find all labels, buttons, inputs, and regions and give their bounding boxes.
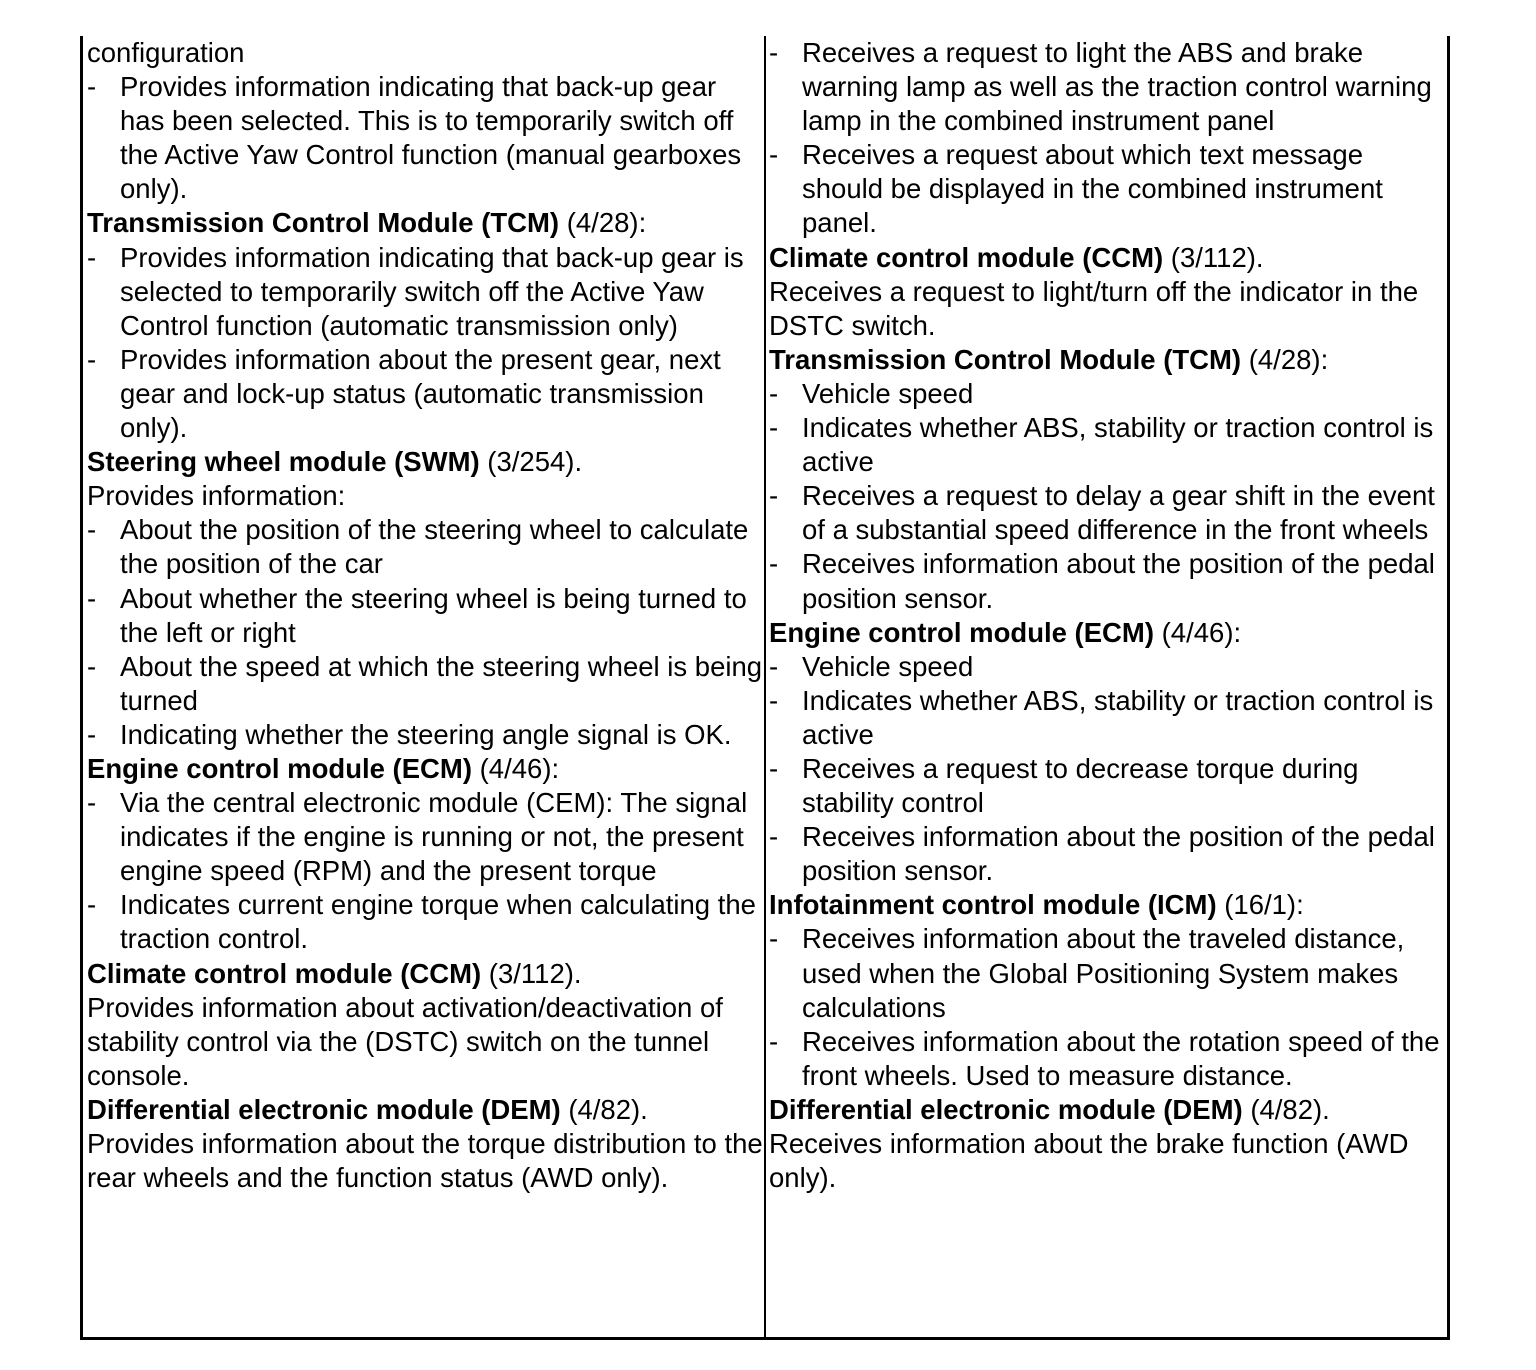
module-ref: (4/28):: [559, 207, 647, 239]
paragraph: Provides information about activation/deactivation of stability control via the (DSTC) switch on the tunnel console.: [87, 991, 723, 1091]
bullet-item: [769, 411, 1445, 479]
bullet-item: [769, 684, 1445, 752]
bullet-text: Provides information indicating that back-up gear has been selected. This is to temporarily switch off the Active Yaw Control function (manual gearboxes only).: [120, 71, 742, 205]
module-heading: [769, 343, 1445, 377]
bullet-text: About whether the steering wheel is being turned to the left or right: [120, 582, 747, 648]
paragraph: Provides information about the torque distribution to the rear wheels and the function status (AWD only).: [87, 1128, 763, 1194]
dash-bullet-icon: -: [769, 684, 779, 716]
bullet-item: [769, 922, 1445, 1024]
bullet-text: About the speed at which the steering wheel is being turned: [120, 650, 763, 716]
dash-bullet-icon: -: [769, 1025, 779, 1057]
module-name: Differential electronic module (DEM): [87, 1093, 561, 1125]
dash-bullet-icon: -: [769, 139, 779, 171]
bullet-text: Vehicle speed: [802, 377, 974, 409]
bullet-text: Receives information about the rotation speed of the front wheels. Used to measure distance.: [802, 1025, 1440, 1091]
bullet-text: Via the central electronic module (CEM): The signal indicates if the engine is running or not, the present engine speed (RPM) and the present torque: [120, 787, 748, 887]
bullet-item: [769, 36, 1445, 138]
bullet-text: About the position of the steering wheel to calculate the position of the car: [120, 514, 749, 580]
dash-bullet-icon: -: [769, 650, 779, 682]
right-column: [766, 36, 1447, 1337]
module-heading: [87, 445, 764, 479]
bullet-item: [769, 377, 1445, 411]
bullet-text: Receives a request to delay a gear shift in the event of a substantial speed difference in the front wheels: [802, 480, 1435, 546]
dash-bullet-icon: -: [769, 821, 779, 853]
bullet-item: [769, 650, 1445, 684]
module-ref: (3/254).: [479, 446, 583, 478]
paragraph: Receives information about the brake function (AWD only).: [769, 1128, 1409, 1194]
module-heading: [87, 206, 764, 240]
dash-bullet-icon: -: [769, 923, 779, 955]
module-heading: [769, 616, 1445, 650]
module-name: Transmission Control Module (TCM): [769, 343, 1242, 375]
bullet-item: [87, 718, 764, 752]
bullet-item: [87, 241, 764, 343]
module-heading: [87, 752, 764, 786]
module-heading: [769, 241, 1445, 275]
bullet-item: [769, 138, 1445, 240]
module-ref: (16/1):: [1216, 889, 1304, 921]
bullet-text: Provides information about the present gear, next gear and lock-up status (automatic transmission only).: [120, 343, 721, 444]
dash-bullet-icon: -: [87, 650, 97, 682]
bullet-item: [87, 70, 764, 206]
module-ref: (4/82).: [1242, 1093, 1330, 1125]
module-ref: (4/46):: [1154, 616, 1242, 648]
module-heading: [769, 1093, 1445, 1127]
module-heading: [87, 957, 764, 991]
bullet-item: [87, 888, 764, 956]
bullet-item: [87, 513, 764, 581]
dash-bullet-icon: -: [769, 37, 779, 68]
module-ref: (4/82).: [560, 1093, 648, 1125]
bullet-item: [87, 343, 764, 445]
paragraph: configuration: [87, 37, 245, 68]
dash-bullet-icon: -: [87, 71, 97, 103]
bullet-text: Vehicle speed: [802, 650, 974, 682]
left-column: [83, 36, 766, 1337]
bullet-text: Receives a request about which text message should be displayed in the combined instrument panel.: [802, 139, 1383, 239]
module-ref: (3/112).: [481, 957, 582, 989]
bullet-text: Indicates whether ABS, stability or traction control is active: [802, 684, 1434, 750]
dash-bullet-icon: -: [87, 241, 97, 273]
bullet-text: Receives information about the traveled distance, used when the Global Positioning System makes calculations: [802, 923, 1405, 1023]
dash-bullet-icon: -: [87, 514, 97, 546]
bullet-text: Receives information about the position of the pedal position sensor.: [802, 821, 1435, 887]
bullet-text: Receives a request to light the ABS and brake warning lamp as well as the traction control warning lamp in the combined instrument panel: [802, 37, 1432, 137]
dash-bullet-icon: -: [769, 752, 779, 784]
bullet-item: [769, 547, 1445, 615]
bullet-item: [769, 752, 1445, 820]
bullet-item: [87, 786, 764, 888]
module-name: Differential electronic module (DEM): [769, 1093, 1243, 1125]
document-table: [80, 36, 1450, 1340]
dash-bullet-icon: -: [87, 343, 97, 375]
paragraph: Provides information:: [87, 480, 346, 512]
dash-bullet-icon: -: [87, 582, 97, 614]
module-heading: [769, 888, 1445, 922]
bullet-item: [769, 1025, 1445, 1093]
module-name: Climate control module (CCM): [769, 241, 1164, 273]
bullet-text: Indicates whether ABS, stability or traction control is active: [802, 412, 1434, 478]
module-name: Steering wheel module (SWM): [87, 446, 480, 478]
dash-bullet-icon: -: [769, 480, 779, 512]
bullet-item: [87, 582, 764, 650]
bullet-item: [769, 820, 1445, 888]
bullet-text: Indicates current engine torque when calculating the traction control.: [120, 889, 756, 955]
bullet-item: [87, 650, 764, 718]
module-name: Climate control module (CCM): [87, 957, 482, 989]
bullet-text: Indicating whether the steering angle signal is OK.: [120, 718, 732, 750]
dash-bullet-icon: -: [87, 787, 97, 819]
module-ref: (4/46):: [472, 752, 560, 784]
dash-bullet-icon: -: [769, 412, 779, 444]
module-name: Engine control module (ECM): [87, 752, 472, 784]
module-name: Transmission Control Module (TCM): [87, 207, 560, 239]
bullet-text: Receives a request to decrease torque during stability control: [802, 752, 1359, 819]
dash-bullet-icon: -: [769, 377, 779, 409]
bullet-text: Provides information indicating that back-up gear is selected to temporarily switch off the Active Yaw Control function (automatic transmission only): [120, 241, 744, 341]
module-name: Engine control module (ECM): [769, 616, 1154, 648]
module-ref: (3/112).: [1163, 241, 1264, 273]
bullet-item: [769, 479, 1445, 547]
dash-bullet-icon: -: [87, 718, 97, 750]
bullet-text: Receives information about the position of the pedal position sensor.: [802, 548, 1435, 614]
dash-bullet-icon: -: [769, 548, 779, 580]
dash-bullet-icon: -: [87, 889, 97, 921]
module-name: Infotainment control module (ICM): [769, 889, 1217, 921]
module-ref: (4/28):: [1241, 343, 1329, 375]
module-heading: [87, 1093, 764, 1127]
paragraph: Receives a request to light/turn off the indicator in the DSTC switch.: [769, 275, 1419, 341]
